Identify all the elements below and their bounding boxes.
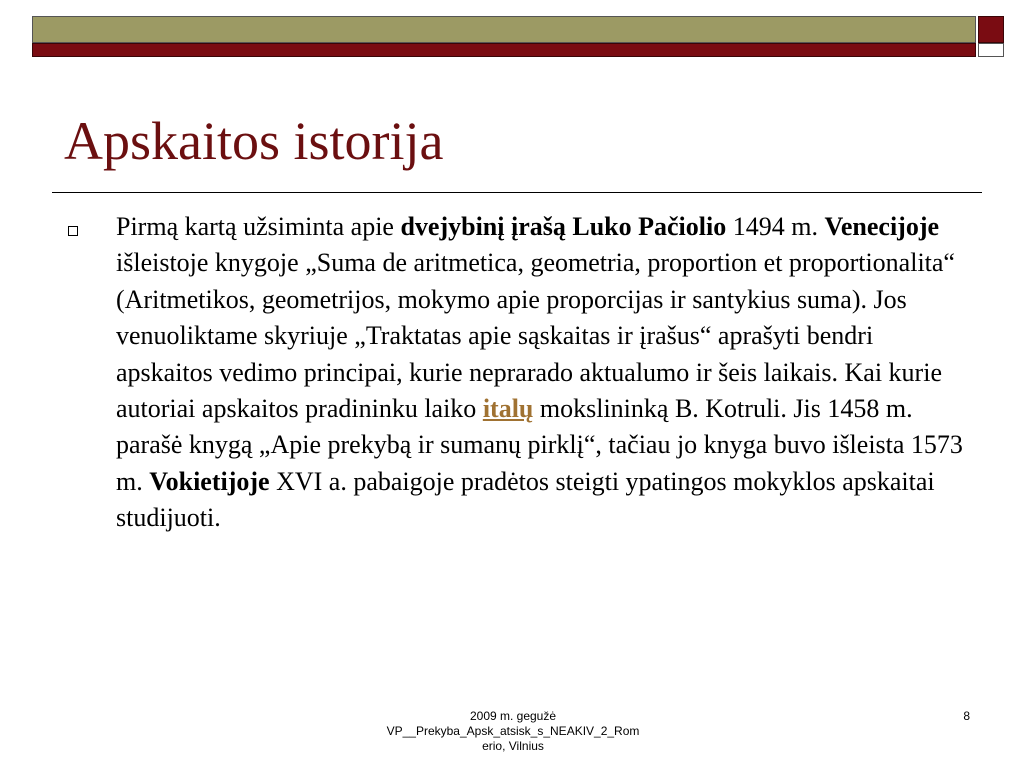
white-square <box>978 43 1004 57</box>
footer-date: 2009 m. gegužė <box>469 709 557 723</box>
maroon-stripe <box>32 43 976 57</box>
body-text-segment: XVI a. pabaigoje pradėtos steigti ypatingos mokyklos apskaitai studijuoti. <box>116 466 935 533</box>
title-underline-divider <box>52 192 982 193</box>
body-text-segment: mokslininką B. Kotruli. Jis 1458 m. parašė knygą „Apie prekybą ir sumanų pirklį“, tačiau jo knyga buvo išleista 1573 m. <box>116 394 963 496</box>
bold-phrase-double-entry: dvejybinį įrašą Luko Pačiolio <box>400 212 727 241</box>
footer-source-line: erio, Vilnius <box>482 739 544 753</box>
footer-source-line: VP__Prekyba_Apsk_atsisk_s_NEAKIV_2_Rom <box>386 724 640 738</box>
body-text-segment: 1494 m. <box>726 212 825 241</box>
olive-stripe <box>32 16 976 43</box>
bold-word-germany: Vokietijoje <box>149 466 270 496</box>
page-number: 8 <box>963 709 970 723</box>
slide-title: Apskaitos istorija <box>64 111 444 171</box>
hollow-square-bullet-icon <box>68 226 78 236</box>
maroon-square <box>978 16 1004 43</box>
bold-word-venice: Venecijoje <box>824 212 940 241</box>
body-text-segment: Pirmą kartą užsiminta apie <box>116 212 401 241</box>
header-decoration-bar <box>32 16 1004 58</box>
bullet-paragraph <box>116 209 976 537</box>
italu-link[interactable]: italų <box>482 394 534 424</box>
slide-footer <box>360 709 666 754</box>
body-text-segment: išleistoje knygoje „Suma de aritmetica, geometria, proportion et proportionalita“ (Aritmetikos, geometrijos, mokymo apie proporcijas ir santykius suma). Jos venuoliktame skyriuje „Traktatas apie sąskaitas ir įrašus“ aprašyti bendri apskaitos vedimo principai, kurie neprarado aktualumo ir šeis laikais. Kai kurie autoriai apskaitos pradininku laiko <box>116 248 955 424</box>
